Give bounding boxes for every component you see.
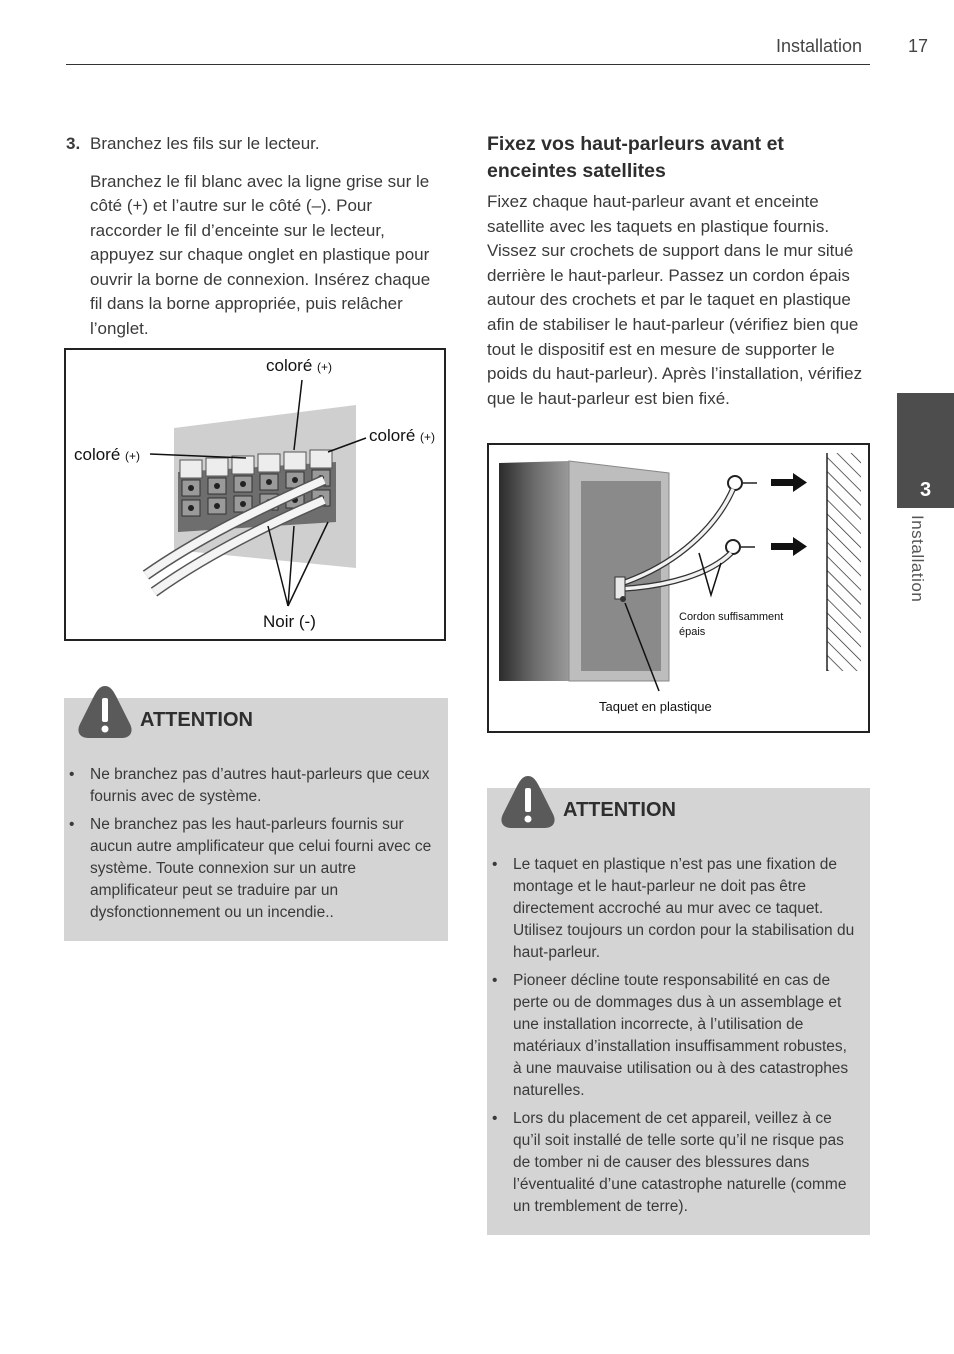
page-number: 17 (908, 36, 929, 56)
step-number: 3. (66, 134, 81, 153)
label-colored-right: coloré (+) (369, 426, 436, 445)
chapter-number: 3 (919, 479, 932, 501)
wall-mount-figure (487, 443, 870, 733)
header-divider (66, 64, 870, 65)
section-body: Fixez chaque haut-parleur avant et enceinte satellite avec les taquets en plastique fournis. Vissez sur crochets de support dans le mur situé derrière le haut-parleur. Passez un cordon épais autour des crochets et par le taquet en plastique afin de stabiliser le haut-parleur (vérifiez bien que tout le dispositif est en mesure de supporter le poids du haut-parleur). Après l’installation, vérifiez que le haut-parleur est bien fixé. (487, 192, 863, 408)
list-item: • Le taquet en plastique n’est pas une fixation de montage et le haut-parleur ne doit pas être directement accroché au mur avec ce taquet. Utilisez toujours un cordon pour la stabilisation du haut-parleur. (492, 854, 856, 964)
label-black-negative: Noir (-) (263, 612, 316, 631)
list-item: • Pioneer décline toute responsabilité en cas de perte ou de dommages dus à un assemblage et une installation incorrecte, à l’utilisation de matériaux d’installation insuffisamment robustes, à une mauvaise utilisation ou à des catastrophes naturelles. (492, 970, 856, 1102)
step-title: Branchez les fils sur le lecteur. (90, 134, 320, 153)
attention-title: ATTENTION (563, 799, 676, 821)
wall-mount-illustration (489, 445, 868, 731)
label-colored-left: coloré (+) (74, 445, 141, 464)
attention-list (492, 854, 856, 1224)
attention-box-1 (64, 698, 448, 941)
list-item: • Ne branchez pas les haut-parleurs fournis sur aucun autre amplificateur que celui fourni avec ce système. Toute connexion sur un autre amplificateur peut se traduire par un dysfonctionnement ou un incendie.. (69, 814, 434, 924)
chapter-label: Installation (908, 515, 927, 603)
label-colored-top: coloré (+) (266, 356, 333, 375)
step-3 (66, 132, 446, 341)
attention-box-2 (487, 788, 870, 1235)
header-section-title: Installation (776, 36, 863, 56)
section-heading: Fixez vos haut-parleurs avant et enceintes satellites (487, 133, 784, 182)
attention-list (69, 764, 434, 930)
list-item: • Ne branchez pas d’autres haut-parleurs que ceux fournis avec de système. (69, 764, 434, 808)
attention-title: ATTENTION (140, 709, 253, 731)
step-description: Branchez le fil blanc avec la ligne grise sur le côté (+) et l’autre sur le côté (–). Pour raccorder le fil d’enceinte sur le lecteur, appuyez sur chaque onglet en plastique pour ouvrir la borne de connexion. Insérez chaque fil dans la borne appropriée, puis relâcher l’onglet. (90, 171, 431, 338)
speaker-terminal-illustration (66, 350, 444, 639)
chapter-tab (897, 393, 954, 508)
warning-icon (499, 774, 557, 830)
warning-icon (76, 684, 134, 740)
list-item: • Lors du placement de cet appareil, veillez à ce qu’il soit installé de telle sorte qu’il ne risque pas de tomber ni de causer des blessures dans l’éventualité d’une catastrophe naturelle (comme un tremblement de terre). (492, 1108, 856, 1218)
speaker-terminal-figure (64, 348, 446, 641)
label-cleat: Taquet en plastique (599, 699, 712, 714)
label-cord: Cordon suffisamment épais (679, 611, 784, 638)
